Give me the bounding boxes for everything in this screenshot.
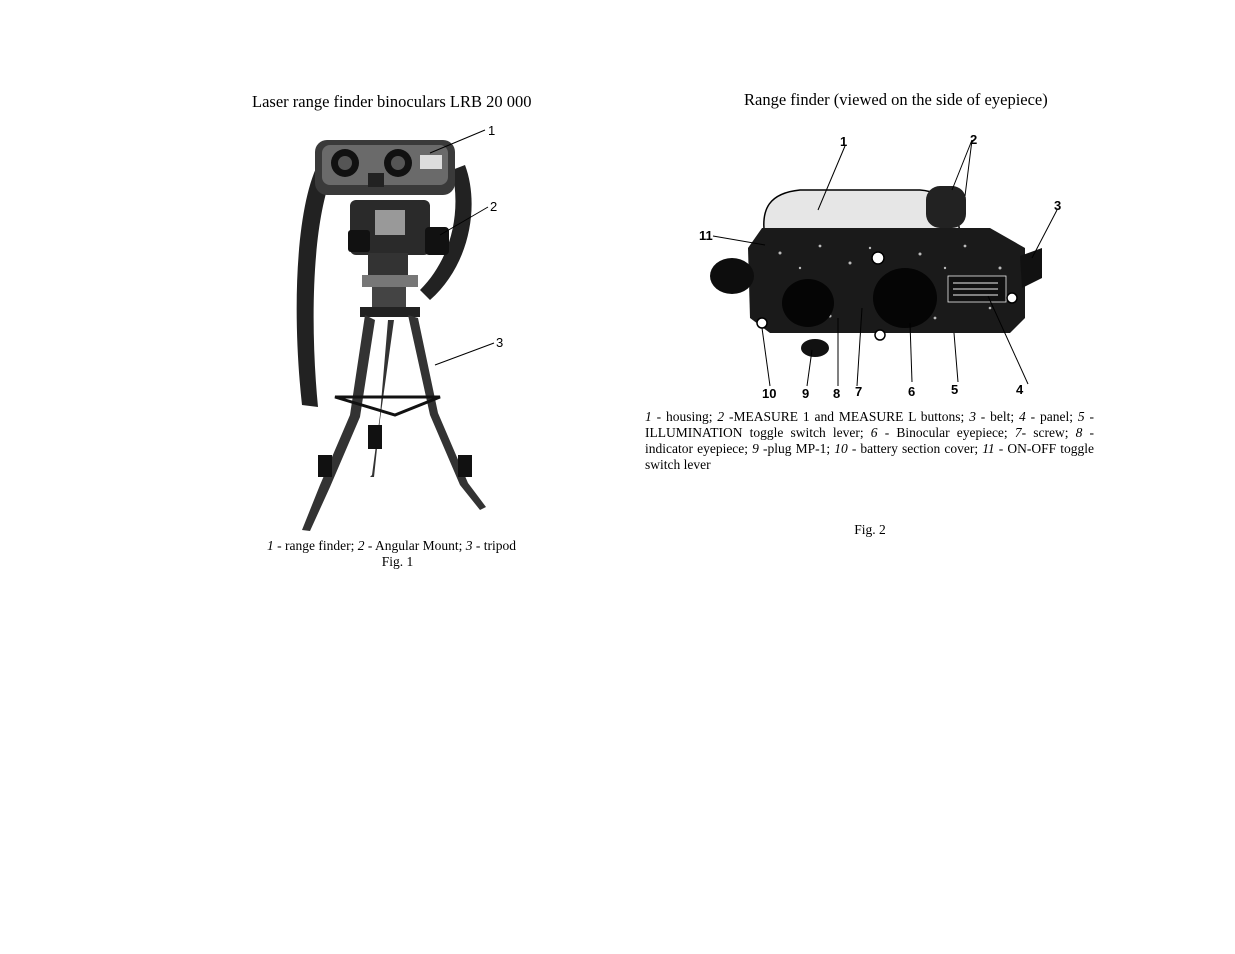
- caption-number: 1: [645, 409, 652, 424]
- caption-text: - panel;: [1025, 409, 1078, 424]
- caption-number: 7: [1014, 425, 1022, 440]
- caption-text: - screw;: [1021, 425, 1076, 440]
- caption-number: 6: [870, 425, 878, 440]
- callout-1: 1: [840, 134, 848, 149]
- caption-number: 9: [752, 441, 759, 456]
- strap: [297, 160, 332, 407]
- figure2-illustration: [690, 128, 1090, 403]
- caption-number: 2: [357, 538, 365, 553]
- callout-3: 3: [1054, 198, 1062, 213]
- plug: [801, 339, 829, 357]
- caption-number: 2: [717, 409, 725, 424]
- caption-number: 3: [969, 409, 976, 424]
- screw: [1007, 293, 1017, 303]
- figure2-caption: [645, 409, 1094, 473]
- measure-buttons: [926, 186, 966, 228]
- callout-2: 2: [970, 132, 978, 147]
- figure1-illustration: [280, 115, 530, 540]
- caption-number: 8: [1075, 425, 1083, 440]
- caption-number: 4: [1019, 409, 1026, 424]
- callout-5: 5: [951, 382, 959, 397]
- callout-10: 10: [762, 386, 777, 401]
- caption-text: - ON-OFF toggle switch lever: [645, 441, 1094, 472]
- caption-text: - battery section cover;: [847, 441, 983, 456]
- eyecup-left: [710, 258, 754, 294]
- caption-text: - range finder;: [273, 538, 358, 553]
- callout-6: 6: [908, 384, 916, 399]
- caption-text: - Angular Mount;: [364, 538, 466, 553]
- screw: [872, 252, 884, 264]
- caption-number: 5: [1077, 409, 1085, 424]
- figure1-caption: [267, 538, 516, 554]
- callout-8: 8: [833, 386, 841, 401]
- callout-9: 9: [802, 386, 810, 401]
- callout-4: 4: [1016, 382, 1024, 397]
- figure1-label: Fig. 1: [381, 554, 414, 569]
- binocular-eyepiece: [873, 268, 937, 328]
- callout-3: 3: [496, 335, 504, 350]
- screw: [875, 330, 885, 340]
- callout-7: 7: [855, 384, 863, 399]
- figure2-title: Range finder (viewed on the side of eyepiece): [744, 90, 1048, 109]
- caption-text: -MEASURE 1 and MEASURE L buttons;: [724, 409, 970, 424]
- caption-text: - belt;: [975, 409, 1020, 424]
- tripod-leg-right: [408, 315, 486, 510]
- callout-1: 1: [488, 123, 496, 138]
- caption-text: - Binocular eyepiece;: [877, 425, 1015, 440]
- caption-text: - tripod: [472, 538, 516, 553]
- caption-number: 1: [267, 538, 274, 553]
- indicator-eyepiece: [782, 279, 834, 327]
- figure1-title: Laser range finder binoculars LRB 20 000: [252, 92, 532, 111]
- callout-2: 2: [490, 199, 498, 214]
- caption-text: - ILLUMINATION toggle switch lever;: [645, 409, 1094, 440]
- caption-text: - indicator eyepiece;: [645, 425, 1095, 456]
- caption-text: - housing;: [651, 409, 718, 424]
- caption-number: 10: [834, 441, 848, 456]
- caption-text: -plug MP-1;: [758, 441, 835, 456]
- callout-11: 11: [699, 228, 713, 243]
- caption-number: 11: [982, 441, 995, 456]
- screw: [757, 318, 767, 328]
- figure2-label: Fig. 2: [854, 522, 886, 537]
- caption-number: 3: [465, 538, 473, 553]
